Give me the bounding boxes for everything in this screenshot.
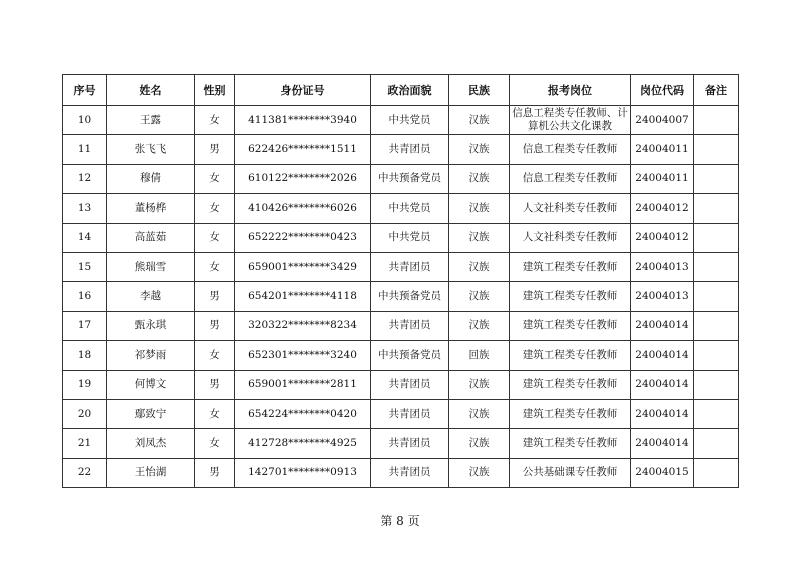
cell-seq: 11: [63, 135, 107, 164]
cell-id-number: 652222********0423: [235, 223, 371, 252]
cell-name: 甄永琪: [107, 311, 195, 340]
cell-post-code: 24004012: [631, 223, 694, 252]
cell-seq: 22: [63, 458, 107, 487]
cell-gender: 女: [195, 341, 235, 370]
header-name: 姓名: [107, 75, 195, 106]
cell-post-code: 24004013: [631, 252, 694, 281]
cell-post: 建筑工程类专任教师: [510, 399, 631, 428]
cell-post-code: 24004012: [631, 194, 694, 223]
cell-id-number: 622426********1511: [235, 135, 371, 164]
cell-gender: 女: [195, 223, 235, 252]
cell-name: 穆倩: [107, 164, 195, 193]
cell-post: 信息工程类专任教师: [510, 164, 631, 193]
table-header-row: [63, 75, 739, 106]
cell-gender: 男: [195, 135, 235, 164]
cell-gender: 男: [195, 370, 235, 399]
table-row: [63, 223, 739, 252]
cell-seq: 20: [63, 399, 107, 428]
cell-name: 鄢致宁: [107, 399, 195, 428]
cell-gender: 女: [195, 252, 235, 281]
cell-post: 建筑工程类专任教师: [510, 252, 631, 281]
cell-name: 刘凤杰: [107, 429, 195, 458]
cell-political-status: 共青团员: [371, 311, 449, 340]
cell-political-status: 中共党员: [371, 223, 449, 252]
cell-gender: 男: [195, 282, 235, 311]
cell-post: 人文社科类专任教师: [510, 194, 631, 223]
table-row: [63, 135, 739, 164]
cell-remarks: [694, 399, 739, 428]
cell-name: 李越: [107, 282, 195, 311]
header-post-code: 岗位代码: [631, 75, 694, 106]
cell-post: 人文社科类专任教师: [510, 223, 631, 252]
cell-ethnicity: 汉族: [449, 429, 510, 458]
cell-post-code: 24004014: [631, 341, 694, 370]
cell-ethnicity: 汉族: [449, 223, 510, 252]
cell-remarks: [694, 282, 739, 311]
cell-ethnicity: 汉族: [449, 458, 510, 487]
header-ethnicity: 民族: [449, 75, 510, 106]
cell-post: 信息工程类专任教师、计算机公共文化课教: [510, 106, 631, 135]
cell-name: 祁梦雨: [107, 341, 195, 370]
page-number: 第 8 页: [380, 514, 420, 528]
cell-gender: 女: [195, 194, 235, 223]
cell-political-status: 共青团员: [371, 370, 449, 399]
cell-post: 信息工程类专任教师: [510, 135, 631, 164]
cell-seq: 10: [63, 106, 107, 135]
cell-post: 建筑工程类专任教师: [510, 311, 631, 340]
cell-name: 高蓝茹: [107, 223, 195, 252]
cell-post: 公共基础课专任教师: [510, 458, 631, 487]
cell-name: 董杨桦: [107, 194, 195, 223]
cell-remarks: [694, 311, 739, 340]
cell-post-code: 24004014: [631, 429, 694, 458]
table-row: [63, 282, 739, 311]
cell-post: 建筑工程类专任教师: [510, 282, 631, 311]
cell-remarks: [694, 223, 739, 252]
cell-ethnicity: 汉族: [449, 311, 510, 340]
table-row: [63, 194, 739, 223]
cell-id-number: 654201********4118: [235, 282, 371, 311]
cell-id-number: 654224********0420: [235, 399, 371, 428]
cell-political-status: 共青团员: [371, 429, 449, 458]
cell-seq: 19: [63, 370, 107, 399]
table-row: [63, 106, 739, 135]
cell-ethnicity: 汉族: [449, 194, 510, 223]
table-row: [63, 164, 739, 193]
cell-id-number: 411381********3940: [235, 106, 371, 135]
cell-seq: 13: [63, 194, 107, 223]
cell-id-number: 142701********0913: [235, 458, 371, 487]
cell-post-code: 24004007: [631, 106, 694, 135]
cell-id-number: 412728********4925: [235, 429, 371, 458]
cell-seq: 18: [63, 341, 107, 370]
cell-gender: 女: [195, 399, 235, 428]
cell-post-code: 24004011: [631, 164, 694, 193]
cell-political-status: 中共预备党员: [371, 341, 449, 370]
cell-ethnicity: 汉族: [449, 370, 510, 399]
cell-id-number: 610122********2026: [235, 164, 371, 193]
cell-remarks: [694, 341, 739, 370]
table-row: [63, 458, 739, 487]
cell-post-code: 24004015: [631, 458, 694, 487]
cell-ethnicity: 汉族: [449, 135, 510, 164]
cell-seq: 14: [63, 223, 107, 252]
header-post: 报考岗位: [510, 75, 631, 106]
cell-ethnicity: 汉族: [449, 252, 510, 281]
cell-post-code: 24004011: [631, 135, 694, 164]
cell-remarks: [694, 194, 739, 223]
table-row: [63, 252, 739, 281]
cell-political-status: 中共预备党员: [371, 164, 449, 193]
cell-gender: 女: [195, 429, 235, 458]
cell-name: 王露: [107, 106, 195, 135]
header-gender: 性别: [195, 75, 235, 106]
cell-remarks: [694, 458, 739, 487]
cell-remarks: [694, 135, 739, 164]
cell-gender: 男: [195, 311, 235, 340]
cell-seq: 21: [63, 429, 107, 458]
cell-id-number: 320322********8234: [235, 311, 371, 340]
header-political-status: 政治面貌: [371, 75, 449, 106]
cell-political-status: 共青团员: [371, 399, 449, 428]
cell-name: 何博文: [107, 370, 195, 399]
cell-name: 王怡湖: [107, 458, 195, 487]
table-row: [63, 399, 739, 428]
header-seq: 序号: [63, 75, 107, 106]
candidate-table: [62, 74, 739, 488]
table-row: [63, 370, 739, 399]
cell-seq: 15: [63, 252, 107, 281]
cell-political-status: 共青团员: [371, 135, 449, 164]
cell-id-number: 659001********3429: [235, 252, 371, 281]
cell-political-status: 中共党员: [371, 106, 449, 135]
cell-ethnicity: 汉族: [449, 282, 510, 311]
cell-ethnicity: 汉族: [449, 399, 510, 428]
cell-post-code: 24004013: [631, 282, 694, 311]
cell-ethnicity: 回族: [449, 341, 510, 370]
cell-political-status: 中共党员: [371, 194, 449, 223]
cell-seq: 16: [63, 282, 107, 311]
table-body: [63, 106, 739, 488]
cell-seq: 12: [63, 164, 107, 193]
table-row: [63, 341, 739, 370]
cell-seq: 17: [63, 311, 107, 340]
header-id-number: 身份证号: [235, 75, 371, 106]
cell-remarks: [694, 370, 739, 399]
cell-political-status: 共青团员: [371, 458, 449, 487]
cell-post-code: 24004014: [631, 370, 694, 399]
cell-political-status: 共青团员: [371, 252, 449, 281]
cell-ethnicity: 汉族: [449, 106, 510, 135]
cell-id-number: 652301********3240: [235, 341, 371, 370]
cell-post: 建筑工程类专任教师: [510, 341, 631, 370]
header-remarks: 备注: [694, 75, 739, 106]
cell-gender: 女: [195, 164, 235, 193]
cell-post-code: 24004014: [631, 311, 694, 340]
table-row: [63, 429, 739, 458]
table-row: [63, 311, 739, 340]
cell-post-code: 24004014: [631, 399, 694, 428]
cell-remarks: [694, 106, 739, 135]
cell-remarks: [694, 164, 739, 193]
cell-gender: 女: [195, 106, 235, 135]
cell-post: 建筑工程类专任教师: [510, 370, 631, 399]
cell-name: 熊瑞雪: [107, 252, 195, 281]
cell-id-number: 659001********2811: [235, 370, 371, 399]
cell-remarks: [694, 429, 739, 458]
cell-ethnicity: 汉族: [449, 164, 510, 193]
cell-name: 张飞飞: [107, 135, 195, 164]
cell-remarks: [694, 252, 739, 281]
cell-gender: 男: [195, 458, 235, 487]
cell-post: 建筑工程类专任教师: [510, 429, 631, 458]
cell-id-number: 410426********6026: [235, 194, 371, 223]
cell-political-status: 中共预备党员: [371, 282, 449, 311]
